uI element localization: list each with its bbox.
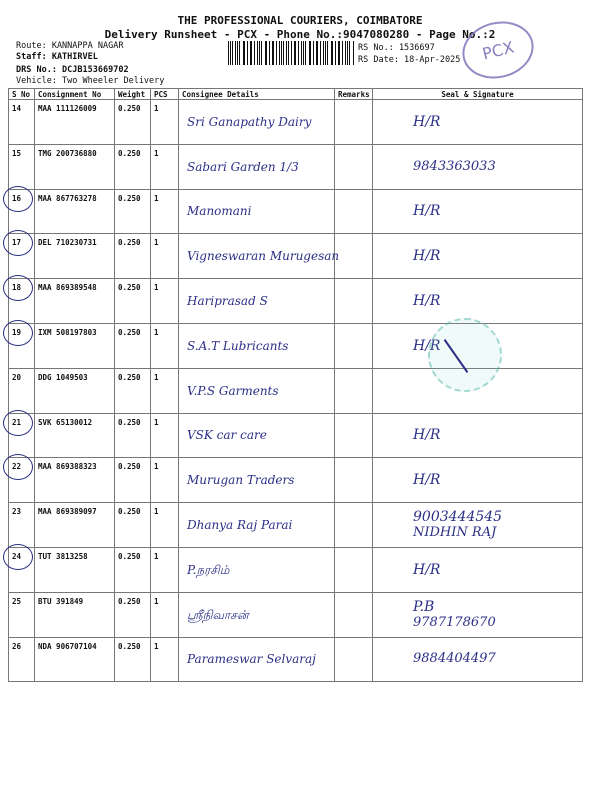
row-weight: 0.250: [115, 637, 151, 682]
signature-handwriting: [373, 509, 582, 541]
company-title: THE PROFESSIONAL COURIERS, COIMBATORE: [177, 14, 423, 27]
signature-handwriting: [373, 472, 582, 488]
consignee-handwriting: Hariprasad S: [187, 294, 268, 309]
table-row: [9, 144, 583, 189]
signature-phone: 9884404497: [413, 651, 496, 667]
circle-mark: [3, 320, 33, 346]
drs-label: DRS No.: DCJB153669702: [16, 65, 129, 75]
row-consignee: [179, 189, 335, 234]
table-row: [9, 547, 583, 592]
circle-mark: [3, 410, 33, 436]
consignee-handwriting: ஸ்ரீநிவாசன்: [187, 607, 249, 622]
table-row: [9, 592, 583, 637]
row-signature: [373, 100, 583, 145]
col-weight: Weight: [115, 89, 151, 100]
row-consignee: [179, 323, 335, 368]
row-remarks: [335, 323, 373, 368]
rs-number: RS No.: 1536697: [358, 43, 435, 53]
signature-phone: NIDHIN RAJ: [413, 525, 497, 541]
table-row: [9, 234, 583, 279]
row-weight: 0.250: [115, 234, 151, 279]
row-signature: [373, 547, 583, 592]
row-pcs: 1: [151, 592, 179, 637]
signature-text: H/R: [413, 561, 441, 578]
row-consignment-no: TMG 200736880: [35, 144, 115, 189]
row-pcs: 1: [151, 323, 179, 368]
row-pcs: 1: [151, 100, 179, 145]
row-consignee: [179, 144, 335, 189]
rs-date: RS Date: 18-Apr-2025: [358, 55, 461, 65]
table-row: [9, 413, 583, 458]
signature-text: H/R: [413, 427, 441, 444]
row-consignee: [179, 234, 340, 279]
row-weight: 0.250: [115, 413, 151, 458]
table-row: [9, 503, 583, 548]
row-signature: [373, 592, 583, 637]
row-signature: [373, 279, 583, 324]
row-consignee: [179, 592, 335, 637]
consignee-handwriting: Parameswar Selvaraj: [187, 652, 316, 667]
signature-text: H/R: [413, 337, 441, 354]
col-sno: S No: [9, 89, 35, 100]
row-weight: 0.250: [115, 503, 151, 548]
circle-mark: [3, 275, 33, 301]
consignee-handwriting: Murugan Traders: [187, 473, 295, 488]
row-sno: 22: [9, 458, 35, 503]
signature-handwriting: [373, 599, 582, 631]
signature-handwriting: [373, 293, 582, 309]
row-consignment-no: TUT 3813258: [35, 547, 115, 592]
signature-phone: 9843363033: [413, 158, 496, 174]
row-pcs: 1: [151, 368, 179, 413]
row-signature: [373, 189, 583, 234]
row-consignee: [179, 547, 335, 592]
signature-handwriting: [373, 114, 582, 130]
route-label: Route: KANNAPPA NAGAR: [16, 41, 124, 51]
row-consignment-no: IXM 508197803: [35, 323, 115, 368]
col-pcs: PCS: [151, 89, 179, 100]
row-consignment-no: MAA 111126009: [35, 100, 115, 145]
signature-text: P.B: [413, 598, 435, 615]
signature-text: H/R: [413, 113, 441, 130]
row-signature: [373, 144, 583, 189]
row-consignment-no: MAA 869389548: [35, 279, 115, 324]
row-remarks: [335, 458, 373, 503]
consignee-handwriting: V.P.S Garments: [187, 383, 279, 398]
row-sno: 24: [9, 547, 35, 592]
row-remarks: [335, 144, 373, 189]
signature-handwriting: [373, 159, 582, 175]
circle-mark: [3, 454, 33, 480]
row-remarks: [335, 100, 373, 145]
consignee-handwriting: Vigneswaran Murugesan: [187, 249, 340, 264]
row-remarks: [335, 413, 373, 458]
row-pcs: 1: [151, 413, 179, 458]
row-signature: [373, 503, 583, 548]
row-consignment-no: SVK 65130012: [35, 413, 115, 458]
row-sno: 26: [9, 637, 35, 682]
signature-text: H/R: [413, 248, 441, 265]
row-pcs: 1: [151, 279, 179, 324]
circle-mark: [3, 186, 33, 212]
delivery-seal-stamp: [428, 318, 502, 392]
row-weight: 0.250: [115, 100, 151, 145]
signature-text: H/R: [413, 203, 441, 220]
row-consignee: [179, 279, 335, 324]
row-consignment-no: MAA 869389097: [35, 503, 115, 548]
table-row: [9, 279, 583, 324]
row-consignment-no: MAA 867763278: [35, 189, 115, 234]
table-header-row: [9, 89, 583, 100]
row-remarks: [335, 547, 373, 592]
row-signature: [373, 234, 583, 279]
table-row: [9, 189, 583, 234]
row-sno: 21: [9, 413, 35, 458]
signature-handwriting: [373, 562, 582, 578]
row-remarks: [335, 637, 373, 682]
row-sno: 25: [9, 592, 35, 637]
row-weight: 0.250: [115, 189, 151, 234]
signature-handwriting: [373, 651, 582, 667]
pcx-stamp: PCX: [456, 14, 539, 86]
signature-handwriting: [373, 248, 582, 264]
barcode: [228, 41, 354, 65]
row-pcs: 1: [151, 637, 179, 682]
col-consignee: Consignee Details: [179, 89, 335, 100]
row-consignee: [179, 413, 335, 458]
row-weight: 0.250: [115, 458, 151, 503]
row-consignee: [179, 637, 335, 682]
row-signature: [373, 458, 583, 503]
row-signature: [373, 413, 583, 458]
row-sno: 14: [9, 100, 35, 145]
runsheet-title: Delivery Runsheet - PCX - Phone No.:9047080280 - Page No.:2: [104, 28, 496, 41]
runsheet-table: [8, 88, 583, 682]
row-signature: [373, 637, 583, 682]
row-sno: 19: [9, 323, 35, 368]
col-consignment: Consignment No: [35, 89, 115, 100]
row-sno: 18: [9, 279, 35, 324]
row-weight: 0.250: [115, 592, 151, 637]
row-consignee: [179, 100, 335, 145]
row-consignee: [179, 458, 335, 503]
row-consignee: [179, 503, 335, 548]
signature-phone: 9787178670: [413, 614, 496, 630]
consignee-handwriting: Dhanya Raj Parai: [187, 518, 293, 533]
row-sno: 20: [9, 368, 35, 413]
row-consignment-no: DDG 1049503: [35, 368, 115, 413]
staff-label: Staff: KATHIRVEL: [16, 52, 98, 62]
row-pcs: 1: [151, 189, 179, 234]
signature-text: 9003444545: [413, 509, 503, 526]
row-remarks: [335, 189, 373, 234]
consignee-handwriting: Sabari Garden 1/3: [187, 159, 299, 174]
row-pcs: 1: [151, 458, 179, 503]
row-remarks: [335, 503, 373, 548]
row-weight: 0.250: [115, 144, 151, 189]
circle-mark: [3, 544, 33, 570]
table-row: [9, 368, 583, 413]
row-consignment-no: MAA 869388323: [35, 458, 115, 503]
row-weight: 0.250: [115, 547, 151, 592]
row-sno: 16: [9, 189, 35, 234]
row-remarks: [335, 592, 373, 637]
signature-text: H/R: [413, 472, 441, 489]
signature-handwriting: [373, 203, 582, 219]
row-remarks: [335, 368, 373, 413]
row-consignment-no: NDA 906707104: [35, 637, 115, 682]
table-row: [9, 100, 583, 145]
row-consignment-no: DEL 710230731: [35, 234, 115, 279]
signature-handwriting: [373, 427, 582, 443]
row-weight: 0.250: [115, 368, 151, 413]
row-sno: 15: [9, 144, 35, 189]
row-pcs: 1: [151, 503, 179, 548]
row-remarks: [335, 279, 373, 324]
vehicle-label: Vehicle: Two Wheeler Delivery: [16, 76, 165, 86]
row-remarks: [335, 234, 373, 279]
col-remarks: Remarks: [335, 89, 373, 100]
row-weight: 0.250: [115, 279, 151, 324]
table-row: [9, 458, 583, 503]
signature-text: H/R: [413, 293, 441, 310]
row-pcs: 1: [151, 234, 179, 279]
circle-mark: [3, 230, 33, 256]
row-weight: 0.250: [115, 323, 151, 368]
row-consignment-no: BTU 391849: [35, 592, 115, 637]
consignee-handwriting: VSK car care: [187, 428, 267, 443]
row-pcs: 1: [151, 144, 179, 189]
row-consignee: [179, 368, 335, 413]
row-sno: 23: [9, 503, 35, 548]
consignee-handwriting: P.நரசிம்: [187, 562, 230, 577]
row-sno: 17: [9, 234, 35, 279]
col-signature: Seal & Signature: [373, 89, 583, 100]
consignee-handwriting: S.A.T Lubricants: [187, 338, 289, 353]
consignee-handwriting: Sri Ganapathy Dairy: [187, 114, 312, 129]
table-row: [9, 637, 583, 682]
consignee-handwriting: Manomani: [187, 204, 252, 219]
row-pcs: 1: [151, 547, 179, 592]
